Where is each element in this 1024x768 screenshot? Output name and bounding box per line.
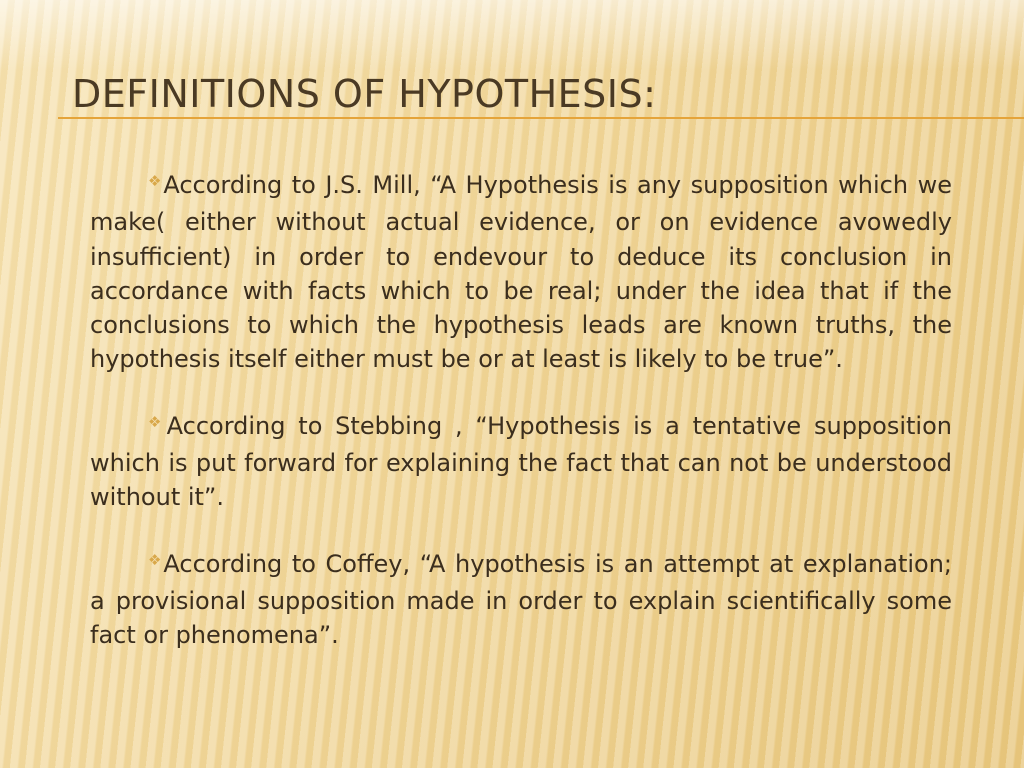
diamond-bullet-icon: ❖ <box>148 172 164 190</box>
definition-stebbing <box>90 409 952 515</box>
definition-text: According to Coffey, “A hypothesis is an attempt at explanation; a provisional supposition made in order to explain scientifically some fact or phenomena”. <box>90 549 952 650</box>
definition-text: According to J.S. Mill, “A Hypothesis is any supposition which we make( either without actual evidence, or on evidence avowedly insufficient) in order to endevour to deduce its conclusion in accordance with facts which to be real; under the idea that if the conclusions to which the hypothesis leads are known truths, the hypothesis itself either must be or at least is likely to be true”. <box>90 171 952 374</box>
diamond-bullet-icon: ❖ <box>148 550 164 569</box>
definition-coffey <box>90 547 952 653</box>
definition-text: According to Stebbing , “Hypothesis is a tentative supposition which is put forward for explaining the fact that can not be understood without it”. <box>90 411 952 512</box>
definition-mill <box>90 168 952 377</box>
diamond-bullet-icon: ❖ <box>148 412 167 431</box>
title-divider <box>58 117 1024 119</box>
slide-title: DEFINITIONS OF HYPOTHESIS: <box>72 72 657 116</box>
definitions-list <box>90 168 952 685</box>
